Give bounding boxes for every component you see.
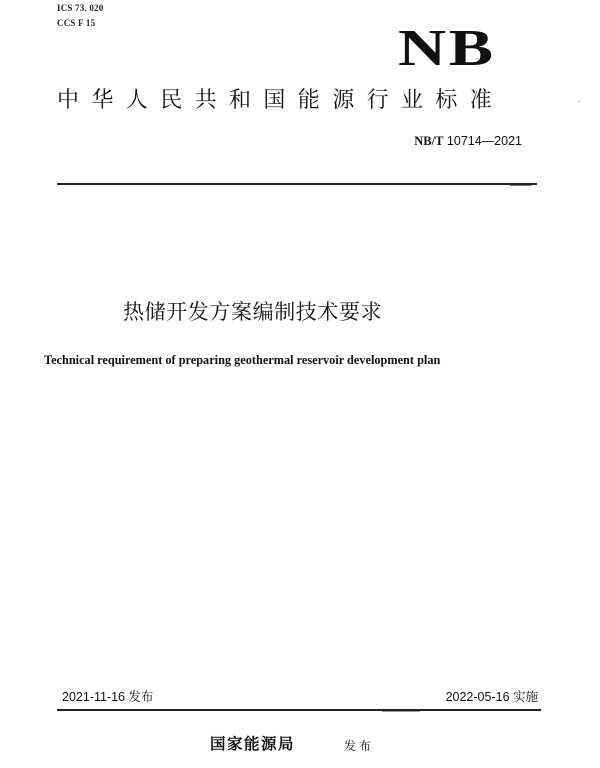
standard-number-code: NB/T <box>414 134 444 148</box>
ccs-code: CCS F 15 <box>57 18 96 28</box>
document-title-chinese: 热储开发方案编制技术要求 <box>123 300 383 324</box>
implementation-date: 2022-05-16 实施 <box>445 690 538 704</box>
header-divider-accent <box>510 185 532 186</box>
scan-speck <box>578 101 580 102</box>
standard-number-value: 10714—2021 <box>446 134 522 148</box>
issue-date: 2021-11-16 发布 <box>62 690 154 704</box>
publish-label: 发布 <box>344 739 375 753</box>
publisher-name: 国家能源局 <box>210 735 296 753</box>
document-title-english: Technical requirement of preparing geothermal reservoir development plan <box>44 353 441 367</box>
header-divider <box>57 183 537 185</box>
footer-divider-accent <box>382 711 420 712</box>
nb-logo: NB <box>398 20 496 77</box>
ics-code: ICS 73. 020 <box>57 3 104 13</box>
standard-number <box>414 133 522 149</box>
standard-type-heading: 中华人民共和国能源行业标准 <box>57 88 505 113</box>
footer-divider <box>57 709 541 711</box>
